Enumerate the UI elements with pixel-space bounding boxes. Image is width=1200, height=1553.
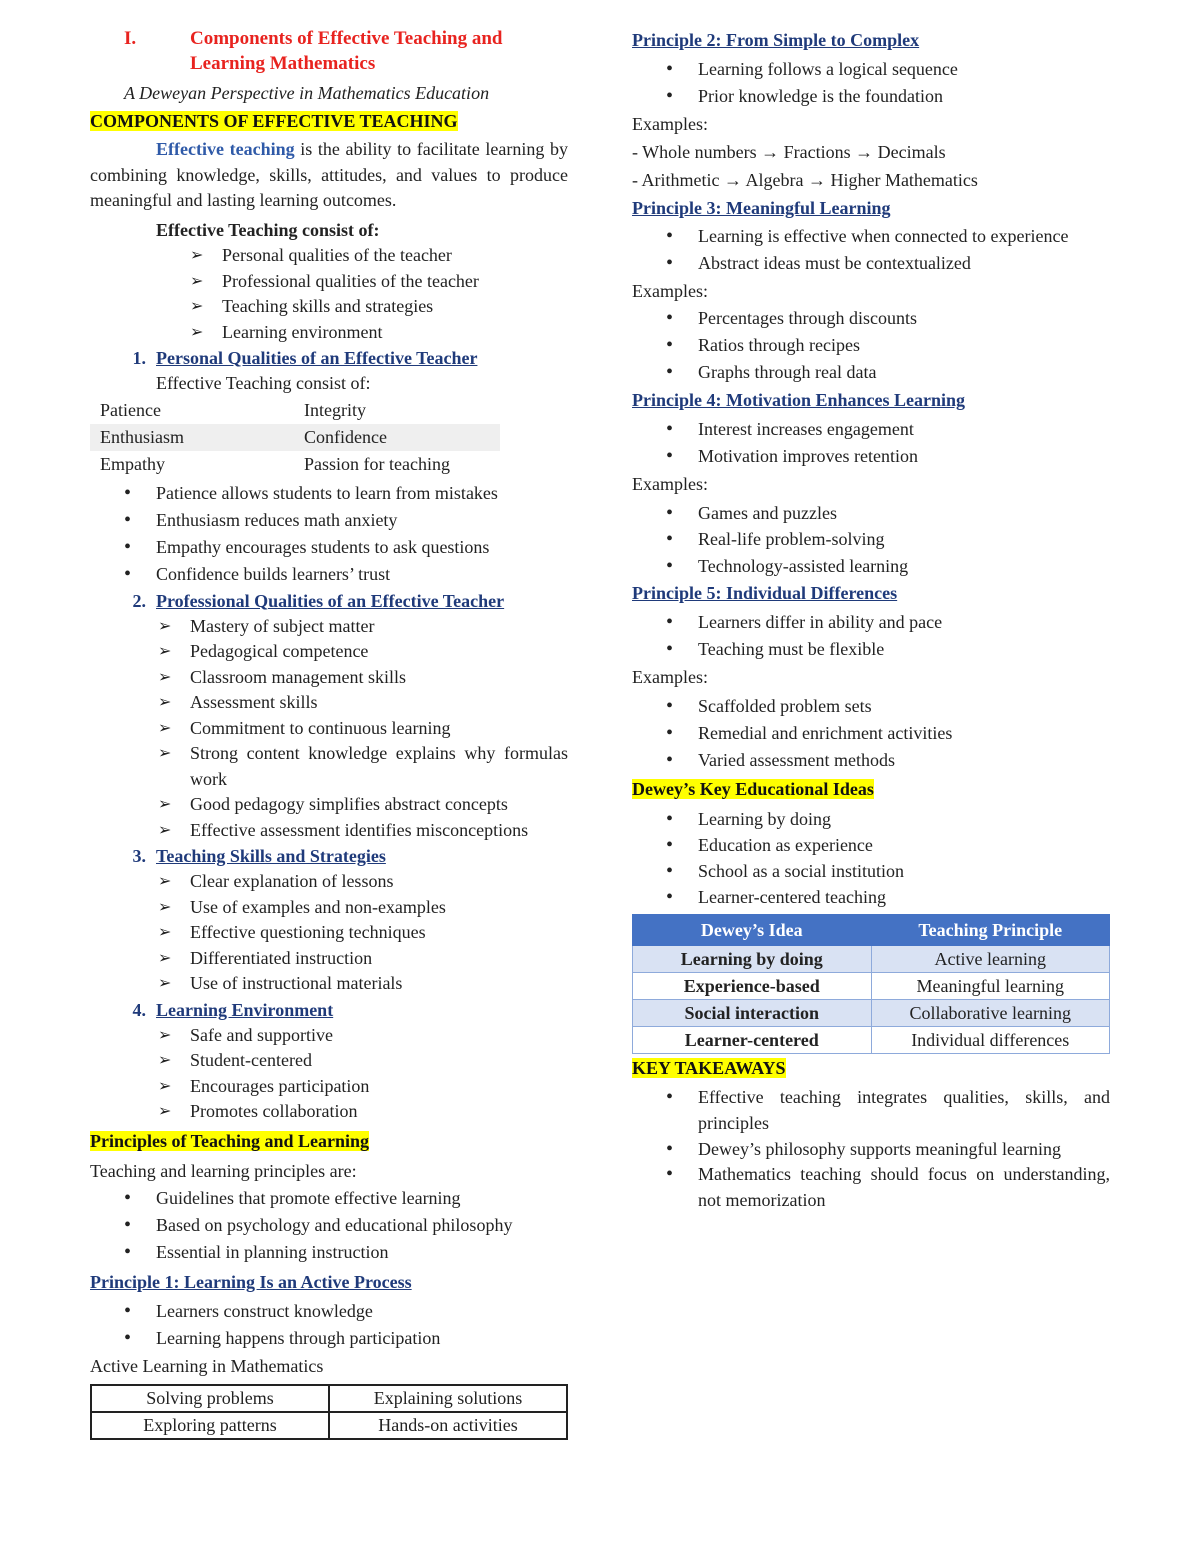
list-item: ➢ Classroom management skills	[190, 665, 568, 691]
table-cell: Explaining solutions	[329, 1385, 567, 1412]
section-skills-heading	[90, 843, 568, 869]
principles-intro: Teaching and learning principles are:	[90, 1160, 357, 1181]
example-line: - Arithmetic → Algebra → Higher Mathematics	[632, 170, 978, 190]
grid-cell: Integrity	[304, 399, 366, 420]
active-learning-caption: Active Learning in Mathematics	[90, 1355, 324, 1376]
definition-paragraph	[90, 137, 568, 214]
grid-cell: Enthusiasm	[90, 424, 294, 451]
section-title: Learning Environment	[156, 999, 334, 1020]
list-item: • Mathematics teaching should focus on understanding, not memorization	[698, 1162, 1110, 1213]
list-item: • Prior knowledge is the foundation	[698, 83, 1110, 110]
dewey-heading: Dewey’s Key Educational Ideas	[632, 779, 874, 799]
list-item: • Games and puzzles	[698, 500, 1110, 527]
section-number: 4.	[132, 999, 146, 1020]
table-cell: Hands-on activities	[329, 1412, 567, 1439]
right-column	[632, 26, 1110, 1213]
table-row	[633, 1027, 1110, 1054]
dewey-list	[632, 806, 1110, 910]
section-title: Professional Qualities of an Effective Teacher	[156, 590, 505, 611]
table-row	[91, 1385, 567, 1412]
list-item: • Learners differ in ability and pace	[698, 609, 1110, 636]
list-item: ➢ Promotes collaboration	[190, 1099, 568, 1125]
table-row	[633, 973, 1110, 1000]
examples-label: Examples:	[632, 473, 708, 494]
dewey-table	[632, 914, 1110, 1054]
personal-bullets	[90, 480, 568, 588]
components-heading: COMPONENTS OF EFFECTIVE TEACHING	[90, 111, 458, 131]
list-item: ➢ Pedagogical competence	[190, 639, 568, 665]
table-row	[91, 1412, 567, 1439]
principle-4-list	[632, 416, 1110, 470]
section-title: Personal Qualities of an Effective Teacher	[156, 348, 478, 368]
principle-2-heading: Principle 2: From Simple to Complex	[632, 30, 920, 50]
list-item: • Confidence builds learners’ trust	[156, 561, 568, 588]
list-item: • Remedial and enrichment activities	[698, 720, 1110, 747]
definition-term: Effective teaching	[156, 139, 295, 159]
list-item: ➢ Use of examples and non-examples	[190, 895, 568, 921]
table-header: Teaching Principle	[871, 915, 1110, 946]
definition-text: is the ability to facilitate learning by combining knowledge, skills, attitudes, and values to produce meaningful and lasting learning outcomes.	[90, 139, 568, 210]
list-item: • Learning by doing	[698, 806, 1110, 832]
takeaways-list	[632, 1085, 1110, 1213]
list-item: ➢ Clear explanation of lessons	[190, 869, 568, 895]
grid-cell: Confidence	[294, 424, 500, 451]
grid-cell: Empathy	[100, 453, 165, 474]
section-number: 3.	[132, 846, 146, 866]
title-text	[190, 26, 502, 76]
list-item: ➢ Learning environment	[222, 320, 568, 346]
list-item: • Essential in planning instruction	[156, 1239, 568, 1266]
principle-1-list	[90, 1298, 568, 1352]
consist-heading: Effective Teaching consist of:	[156, 219, 380, 240]
principle-3-examples	[632, 305, 1110, 386]
list-item: ➢ Personal qualities of the teacher	[222, 243, 568, 269]
qualities-grid	[90, 397, 500, 478]
list-item: • Learning is effective when connected to experience	[698, 224, 1110, 250]
table-cell: Learner-centered	[633, 1027, 872, 1054]
grid-cell: Passion for teaching	[304, 453, 450, 474]
list-item: ➢ Assessment skills	[190, 690, 568, 716]
principle-4-examples	[632, 500, 1110, 580]
list-item: ➢ Commitment to continuous learning	[190, 716, 568, 742]
section-number: 2.	[132, 590, 146, 611]
list-item: • Empathy encourages students to ask questions	[156, 534, 568, 561]
examples-label: Examples:	[632, 667, 708, 687]
section-professional-heading	[90, 588, 568, 614]
list-item: • Guidelines that promote effective learning	[156, 1185, 568, 1212]
list-item: ➢ Teaching skills and strategies	[222, 294, 568, 320]
list-item: ➢ Use of instructional materials	[190, 971, 568, 997]
list-item: • Graphs through real data	[698, 359, 1110, 386]
list-item: • Based on psychology and educational philosophy	[156, 1212, 568, 1239]
list-item: • Varied assessment methods	[698, 747, 1110, 774]
list-item: ➢ Professional qualities of the teacher	[222, 269, 568, 295]
list-item: • Real-life problem-solving	[698, 526, 1110, 553]
list-item: • Learning happens through participation	[156, 1325, 568, 1352]
list-item: • Learners construct knowledge	[156, 1298, 568, 1325]
table-cell: Learning by doing	[633, 946, 872, 973]
list-item: • Technology-assisted learning	[698, 553, 1110, 580]
section-environment-heading	[90, 997, 568, 1023]
principle-5-examples	[632, 693, 1110, 774]
section-number: 1.	[132, 348, 146, 368]
principle-3-heading: Principle 3: Meaningful Learning	[632, 198, 891, 218]
list-item: ➢ Strong content knowledge explains why formulas work	[190, 741, 568, 792]
title-number: I.	[124, 28, 137, 49]
list-item: • Motivation improves retention	[698, 443, 1110, 470]
list-item: • Ratios through recipes	[698, 332, 1110, 359]
table-cell: Individual differences	[871, 1027, 1110, 1054]
list-item: ➢ Effective assessment identifies misconceptions	[190, 818, 568, 844]
environment-list	[90, 1023, 568, 1125]
table-cell: Social interaction	[633, 1000, 872, 1027]
principles-heading: Principles of Teaching and Learning	[90, 1130, 370, 1151]
list-item: • School as a social institution	[698, 858, 1110, 884]
list-item: • Enthusiasm reduces math anxiety	[156, 507, 568, 534]
list-item: ➢ Safe and supportive	[190, 1023, 568, 1049]
section-personal-heading	[90, 345, 568, 371]
principle-5-heading: Principle 5: Individual Differences	[632, 583, 898, 603]
list-item: • Effective teaching integrates qualities, skills, and principles	[698, 1085, 1110, 1136]
principle-2-list	[632, 56, 1110, 110]
list-item: ➢ Mastery of subject matter	[190, 614, 568, 640]
list-item: • Percentages through discounts	[698, 305, 1110, 332]
table-cell: Collaborative learning	[871, 1000, 1110, 1027]
list-item: • Teaching must be flexible	[698, 636, 1110, 663]
table-header: Dewey’s Idea	[633, 915, 872, 946]
table-row	[633, 946, 1110, 973]
table-row	[633, 1000, 1110, 1027]
takeaways-heading: KEY TAKEAWAYS	[632, 1058, 786, 1078]
title-line-1: Components of Effective Teaching and	[190, 28, 503, 49]
list-item: • Patience allows students to learn from mistakes	[156, 480, 568, 507]
personal-subheading: Effective Teaching consist of:	[156, 373, 371, 393]
document-title	[90, 26, 568, 76]
list-item: ➢ Differentiated instruction	[190, 946, 568, 972]
list-item: • Dewey’s philosophy supports meaningful learning	[698, 1136, 1110, 1162]
list-item: • Education as experience	[698, 832, 1110, 858]
title-line-2: Learning Mathematics	[190, 53, 376, 74]
table-header-row	[633, 915, 1110, 946]
list-item: • Learning follows a logical sequence	[698, 56, 1110, 83]
table-cell: Active learning	[871, 946, 1110, 973]
principle-5-list	[632, 609, 1110, 663]
table-cell: Solving problems	[91, 1385, 329, 1412]
section-title: Teaching Skills and Strategies	[156, 846, 386, 866]
examples-label: Examples:	[632, 114, 708, 134]
skills-list	[90, 869, 568, 997]
list-item: • Interest increases engagement	[698, 416, 1110, 443]
principles-list	[90, 1185, 568, 1266]
active-learning-table	[90, 1384, 568, 1440]
table-cell: Meaningful learning	[871, 973, 1110, 1000]
table-cell: Exploring patterns	[91, 1412, 329, 1439]
list-item: • Scaffolded problem sets	[698, 693, 1110, 720]
document-subtitle: A Deweyan Perspective in Mathematics Education	[124, 83, 490, 103]
grid-cell: Patience	[100, 399, 161, 420]
professional-list	[90, 614, 568, 844]
consist-list	[90, 243, 568, 345]
principle-4-heading: Principle 4: Motivation Enhances Learning	[632, 389, 965, 410]
table-cell: Experience-based	[633, 973, 872, 1000]
principle-1-heading: Principle 1: Learning Is an Active Process	[90, 1271, 412, 1292]
principle-3-list	[632, 224, 1110, 277]
list-item: ➢ Good pedagogy simplifies abstract concepts	[190, 792, 568, 818]
list-item: • Abstract ideas must be contextualized	[698, 250, 1110, 277]
list-item: • Learner-centered teaching	[698, 884, 1110, 910]
left-column	[90, 26, 568, 1440]
list-item: ➢ Encourages participation	[190, 1074, 568, 1100]
list-item: ➢ Effective questioning techniques	[190, 920, 568, 946]
list-item: ➢ Student-centered	[190, 1048, 568, 1074]
examples-label: Examples:	[632, 280, 708, 301]
example-line: - Whole numbers → Fractions → Decimals	[632, 142, 946, 162]
